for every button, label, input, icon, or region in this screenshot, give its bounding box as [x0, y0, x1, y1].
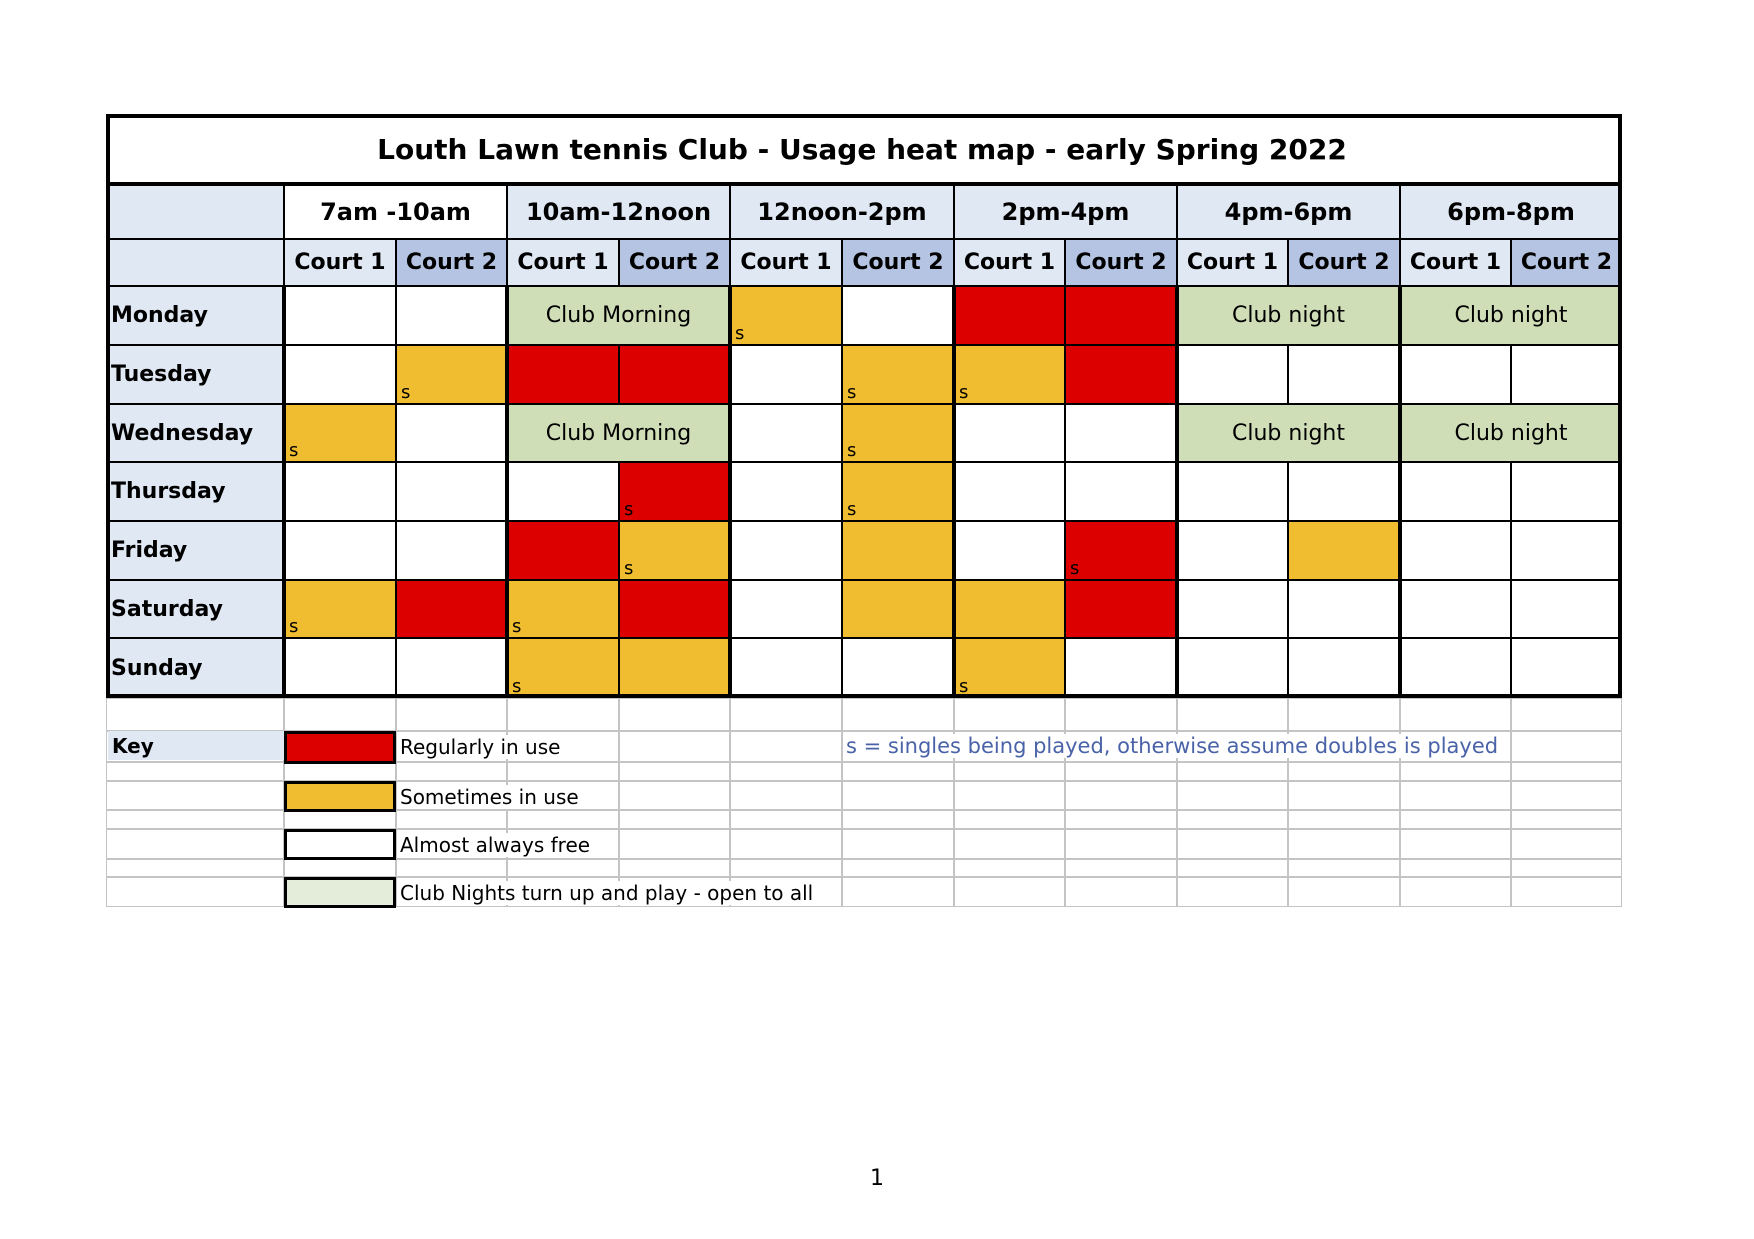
usage-cell-free [396, 404, 507, 462]
sheet-gridcell [954, 859, 1065, 877]
day-label: Tuesday [106, 345, 284, 404]
court-header: Court 2 [396, 239, 507, 286]
sheet-gridcell [954, 877, 1065, 907]
usage-cell-free [842, 286, 954, 345]
usage-cell-regular [1065, 345, 1177, 404]
singles-mark: s [735, 323, 745, 344]
sheet-gridcell [284, 762, 396, 781]
usage-cell-free [1065, 404, 1177, 462]
day-label: Monday [106, 286, 284, 345]
usage-cell-sometimes [619, 521, 730, 580]
sheet-gridcell [842, 829, 954, 859]
court-header: Court 2 [1511, 239, 1622, 286]
sheet-gridcell [1065, 877, 1177, 907]
sheet-gridcell [1065, 698, 1177, 731]
sheet-gridcell [1400, 810, 1511, 829]
sheet-gridcell [1065, 829, 1177, 859]
sheet-gridcell [284, 698, 396, 731]
page-number: 1 [870, 1166, 884, 1191]
sheet-gridcell [284, 859, 396, 877]
court-header: Court 1 [1177, 239, 1288, 286]
singles-mark: s [959, 676, 969, 697]
sheet-gridcell [1511, 859, 1622, 877]
sheet-gridcell [1065, 810, 1177, 829]
usage-cell-free [954, 404, 1065, 462]
sheet-gridcell [842, 877, 954, 907]
usage-cell-sometimes [507, 580, 619, 638]
header-corner [106, 184, 284, 239]
sheet-gridcell [842, 781, 954, 810]
usage-cell-free [284, 286, 396, 345]
sheet-gridcell [1177, 781, 1288, 810]
sheet-gridcell [730, 810, 842, 829]
sheet-gridcell [619, 698, 730, 731]
sheet-gridcell [954, 781, 1065, 810]
usage-cell-free [1511, 638, 1622, 698]
sheet-gridcell [1177, 698, 1288, 731]
sheet-gridcell [954, 810, 1065, 829]
usage-cell-regular [507, 345, 619, 404]
usage-cell-free [1400, 638, 1511, 698]
usage-cell-free [284, 521, 396, 580]
day-label: Saturday [106, 580, 284, 638]
usage-cell-free [1065, 462, 1177, 521]
singles-mark: s [959, 382, 969, 403]
usage-cell-regular [619, 462, 730, 521]
club-session-cell: Club night [1177, 404, 1400, 462]
sheet-gridcell [106, 829, 284, 859]
usage-cell-sometimes [842, 462, 954, 521]
sheet-gridcell [1511, 762, 1622, 781]
sheet-gridcell [619, 810, 730, 829]
usage-cell-sometimes [842, 404, 954, 462]
court-header: Court 1 [954, 239, 1065, 286]
key-item-text: Club Nights turn up and play - open to all [400, 881, 814, 905]
court-header: Court 1 [507, 239, 619, 286]
sheet-gridcell [1177, 859, 1288, 877]
usage-cell-regular [619, 345, 730, 404]
usage-cell-free [1511, 462, 1622, 521]
sheet-gridcell [106, 781, 284, 810]
usage-cell-free [730, 521, 842, 580]
usage-cell-free [1177, 580, 1288, 638]
sheet-gridcell [1177, 829, 1288, 859]
key-swatch-club_key [284, 877, 396, 908]
sheet-gridcell [842, 762, 954, 781]
sheet-gridcell [730, 859, 842, 877]
usage-cell-regular [507, 521, 619, 580]
time-slot-header: 7am -10am [284, 184, 507, 239]
sheet-gridcell [396, 698, 507, 731]
usage-cell-free [1177, 521, 1288, 580]
sheet-gridcell [1065, 762, 1177, 781]
sheet-gridcell [1288, 859, 1400, 877]
sheet-gridcell [284, 810, 396, 829]
club-session-cell: Club night [1400, 404, 1622, 462]
usage-cell-free [1400, 462, 1511, 521]
key-item-text: Regularly in use [400, 735, 561, 759]
sheet-gridcell [1288, 762, 1400, 781]
time-slot-header: 2pm-4pm [954, 184, 1177, 239]
key-swatch-free [284, 829, 396, 860]
key-swatch-sometimes [284, 781, 396, 812]
usage-cell-sometimes [507, 638, 619, 698]
slot-separator [728, 286, 732, 698]
key-item-text: Almost always free [400, 833, 591, 857]
usage-cell-free [954, 521, 1065, 580]
usage-cell-free [842, 638, 954, 698]
sheet-gridcell [619, 781, 730, 810]
sheet-gridcell [1177, 762, 1288, 781]
sheet-gridcell [396, 810, 507, 829]
sheet-gridcell [1288, 810, 1400, 829]
time-slot-header: 6pm-8pm [1400, 184, 1622, 239]
usage-cell-free [396, 638, 507, 698]
sheet-gridcell [954, 698, 1065, 731]
usage-cell-sometimes [284, 404, 396, 462]
sheet-gridcell [507, 810, 619, 829]
usage-cell-free [284, 638, 396, 698]
singles-mark: s [847, 382, 857, 403]
sheet-gridcell [954, 762, 1065, 781]
sheet-gridcell [106, 877, 284, 907]
usage-cell-free [1288, 638, 1400, 698]
usage-cell-sometimes [842, 345, 954, 404]
sheet-gridcell [730, 829, 842, 859]
court-header: Court 2 [842, 239, 954, 286]
sheet-gridcell [1400, 762, 1511, 781]
usage-cell-sometimes [954, 345, 1065, 404]
sheet-gridcell [842, 859, 954, 877]
usage-cell-sometimes [619, 638, 730, 698]
usage-cell-regular [954, 286, 1065, 345]
sheet-gridcell [1065, 781, 1177, 810]
court-header: Court 1 [730, 239, 842, 286]
usage-cell-sometimes [284, 580, 396, 638]
usage-cell-free [507, 462, 619, 521]
court-header: Court 2 [1288, 239, 1400, 286]
usage-cell-free [396, 521, 507, 580]
sheet-gridcell [842, 810, 954, 829]
singles-mark: s [512, 676, 522, 697]
sheet-gridcell [1511, 731, 1622, 762]
slot-separator [952, 286, 956, 698]
day-label: Sunday [106, 638, 284, 698]
sheet-gridcell [1511, 829, 1622, 859]
usage-cell-free [730, 345, 842, 404]
singles-mark: s [847, 499, 857, 520]
usage-cell-sometimes [1288, 521, 1400, 580]
sheet-gridcell [1065, 859, 1177, 877]
usage-cell-free [284, 462, 396, 521]
sheet-gridcell [1177, 810, 1288, 829]
sheet-gridcell [1288, 698, 1400, 731]
usage-cell-sometimes [396, 345, 507, 404]
usage-cell-regular [1065, 580, 1177, 638]
usage-cell-free [730, 404, 842, 462]
court-header: Court 2 [619, 239, 730, 286]
club-session-cell: Club night [1400, 286, 1622, 345]
sheet-gridcell [1288, 781, 1400, 810]
slot-separator [1175, 286, 1179, 698]
sheet-gridcell [1400, 829, 1511, 859]
sheet-gridcell [730, 762, 842, 781]
sheet-gridcell [1511, 698, 1622, 731]
day-label: Thursday [106, 462, 284, 521]
usage-cell-free [396, 286, 507, 345]
sheet-gridcell [106, 859, 284, 877]
page-title: Louth Lawn tennis Club - Usage heat map - early Spring 2022 [377, 132, 1347, 166]
sheet-gridcell [106, 762, 284, 781]
singles-mark: s [624, 499, 634, 520]
sheet-gridcell [1288, 877, 1400, 907]
court-header-corner [106, 239, 284, 286]
sheet-gridcell [1511, 781, 1622, 810]
sheet-gridcell [1288, 829, 1400, 859]
sheet-gridcell [1511, 877, 1622, 907]
time-slot-header: 4pm-6pm [1177, 184, 1400, 239]
slot-separator [282, 286, 286, 698]
usage-cell-regular [1065, 521, 1177, 580]
sheet-gridcell [396, 762, 507, 781]
key-swatch-regular [284, 731, 396, 764]
sheet-gridcell [1400, 877, 1511, 907]
sheet-gridcell [619, 762, 730, 781]
usage-cell-free [730, 638, 842, 698]
usage-cell-free [284, 345, 396, 404]
club-session-cell: Club Morning [507, 404, 730, 462]
key-label: Key [108, 731, 284, 760]
usage-cell-free [1400, 345, 1511, 404]
usage-cell-free [1177, 462, 1288, 521]
court-header: Court 1 [284, 239, 396, 286]
usage-cell-free [1288, 345, 1400, 404]
slot-separator [505, 286, 509, 698]
sheet-gridcell [730, 698, 842, 731]
court-header: Court 2 [1065, 239, 1177, 286]
usage-cell-free [1511, 521, 1622, 580]
singles-mark: s [847, 440, 857, 461]
title-divider [106, 182, 1622, 186]
club-session-cell: Club night [1177, 286, 1400, 345]
singles-mark: s [624, 558, 634, 579]
singles-mark: s [512, 616, 522, 637]
usage-cell-sometimes [954, 638, 1065, 698]
usage-cell-free [396, 462, 507, 521]
sheet-gridcell [619, 829, 730, 859]
sheet-gridcell [507, 698, 619, 731]
usage-cell-free [1288, 462, 1400, 521]
usage-cell-free [1400, 580, 1511, 638]
sheet-gridcell [1400, 859, 1511, 877]
time-slot-header: 10am-12noon [507, 184, 730, 239]
singles-note: s = singles being played, otherwise assume doubles is played [846, 734, 1499, 758]
sheet-gridcell [507, 762, 619, 781]
usage-cell-free [1400, 521, 1511, 580]
singles-mark: s [1070, 558, 1080, 579]
usage-cell-free [1065, 638, 1177, 698]
usage-cell-free [1511, 580, 1622, 638]
usage-cell-sometimes [730, 286, 842, 345]
usage-cell-sometimes [842, 521, 954, 580]
sheet-gridcell [396, 859, 507, 877]
time-slot-header: 12noon-2pm [730, 184, 954, 239]
usage-cell-free [730, 580, 842, 638]
usage-cell-free [1511, 345, 1622, 404]
sheet-gridcell [619, 859, 730, 877]
usage-cell-regular [1065, 286, 1177, 345]
club-session-cell: Club Morning [507, 286, 730, 345]
day-label: Friday [106, 521, 284, 580]
key-item-text: Sometimes in use [400, 785, 579, 809]
singles-mark: s [289, 440, 299, 461]
usage-cell-free [954, 462, 1065, 521]
usage-cell-free [1288, 580, 1400, 638]
singles-mark: s [401, 382, 411, 403]
sheet-gridcell [507, 859, 619, 877]
court-header: Court 1 [1400, 239, 1511, 286]
sheet-gridcell [730, 731, 842, 762]
sheet-gridcell [1400, 781, 1511, 810]
usage-cell-regular [396, 580, 507, 638]
sheet-gridcell [730, 781, 842, 810]
usage-cell-free [1177, 345, 1288, 404]
usage-cell-free [730, 462, 842, 521]
sheet-gridcell [106, 698, 284, 731]
usage-cell-regular [619, 580, 730, 638]
day-label: Wednesday [106, 404, 284, 462]
sheet-gridcell [1177, 877, 1288, 907]
sheet-gridcell [954, 829, 1065, 859]
usage-cell-free [1177, 638, 1288, 698]
singles-mark: s [289, 616, 299, 637]
sheet-gridcell [842, 698, 954, 731]
sheet-gridcell [1511, 810, 1622, 829]
usage-cell-sometimes [954, 580, 1065, 638]
slot-separator [1398, 286, 1402, 698]
sheet-gridcell [106, 810, 284, 829]
sheet-gridcell [1400, 698, 1511, 731]
usage-cell-sometimes [842, 580, 954, 638]
sheet-gridcell [619, 731, 730, 762]
